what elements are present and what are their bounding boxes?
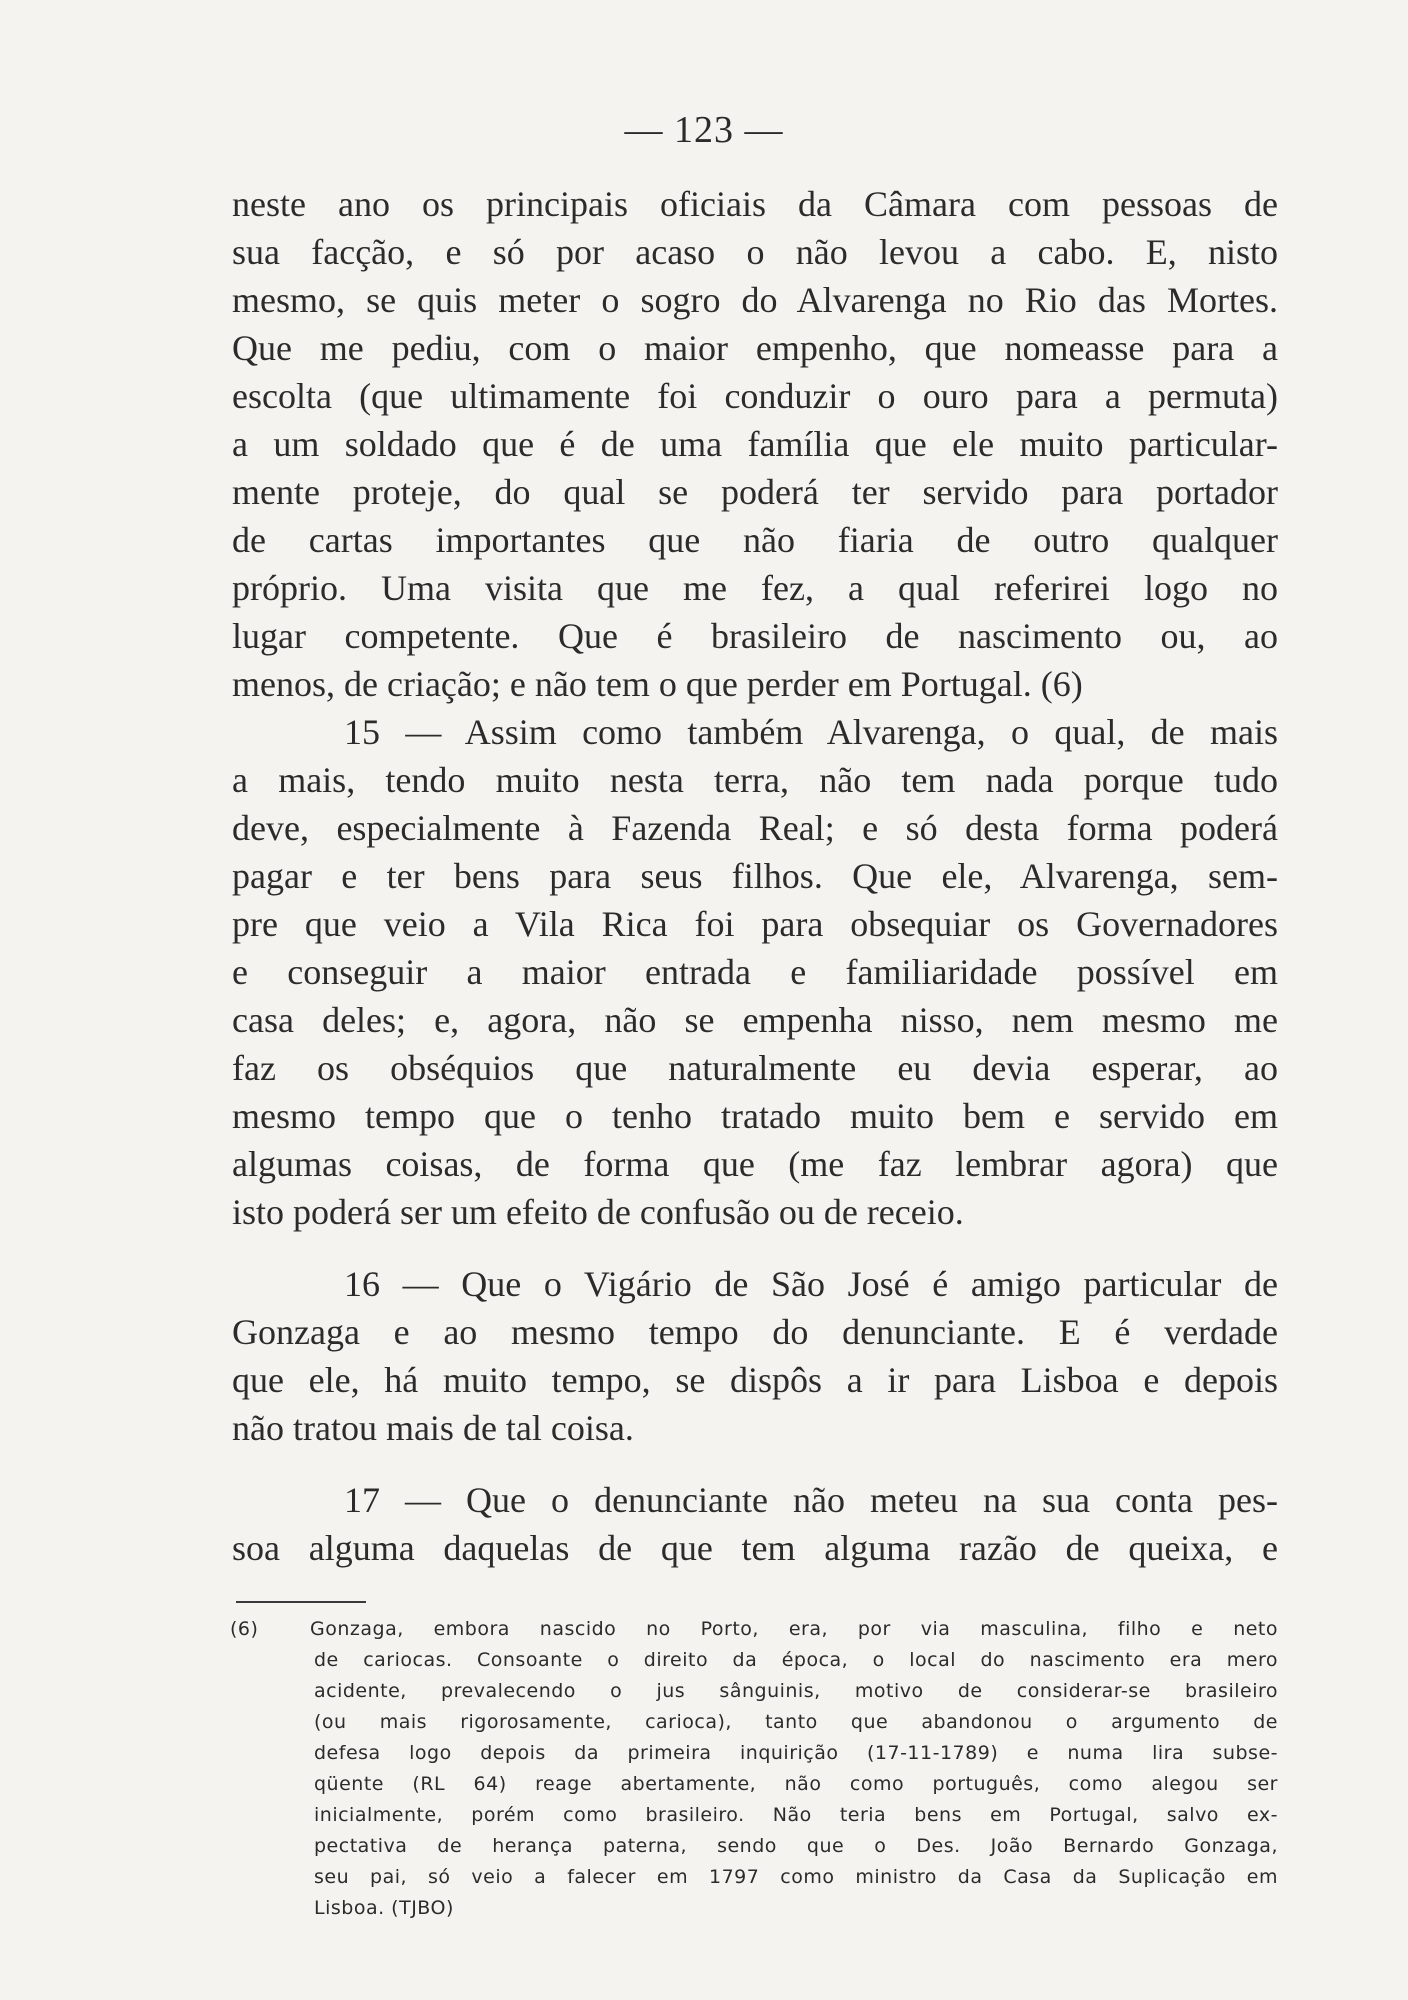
text-line: algumas coisas, de forma que (me faz lembrar agora) que xyxy=(232,1144,1278,1184)
text-line: pre que veio a Vila Rica foi para obsequiar os Governadores xyxy=(232,904,1278,944)
body-text xyxy=(232,180,1278,1572)
text-line: isto poderá ser um efeito de confusão ou de receio. xyxy=(232,1192,964,1232)
text-line: soa alguma daquelas de que tem alguma razão de queixa, e xyxy=(232,1528,1278,1568)
text-line: de cartas importantes que não fiaria de outro qualquer xyxy=(232,520,1278,560)
text-line: deve, especialmente à Fazenda Real; e só desta forma poderá xyxy=(232,808,1278,848)
footnote-line: qüente (RL 64) reage abertamente, não como português, como alegou ser xyxy=(314,1773,1278,1795)
text-line: casa deles; e, agora, não se empenha nisso, nem mesmo me xyxy=(232,1000,1278,1040)
paragraph-17-first-line: 17 — Que o denunciante não meteu na sua conta pes- xyxy=(344,1480,1278,1520)
text-line: mesmo tempo que o tenho tratado muito bem e servido em xyxy=(232,1096,1278,1136)
footnote xyxy=(232,1614,1278,1924)
text-line: faz os obséquios que naturalmente eu devia esperar, ao xyxy=(232,1048,1278,1088)
footnote-line: acidente, prevalecendo o jus sânguinis, motivo de considerar-se brasileiro xyxy=(314,1680,1278,1702)
text-line: escolta (que ultimamente foi conduzir o ouro para a permuta) xyxy=(232,376,1278,416)
text-line: a mais, tendo muito nesta terra, não tem nada porque tudo xyxy=(232,760,1278,800)
footnote-line: inicialmente, porém como brasileiro. Não teria bens em Portugal, salvo ex- xyxy=(314,1804,1278,1826)
text-line: a um soldado que é de uma família que ele muito particular- xyxy=(232,424,1278,464)
text-line: e conseguir a maior entrada e familiaridade possível em xyxy=(232,952,1278,992)
footnote-divider xyxy=(236,1601,366,1603)
footnote-line: Lisboa. (TJBO) xyxy=(314,1897,454,1919)
footnote-marker: (6) xyxy=(230,1618,259,1640)
footnote-line: de cariocas. Consoante o direito da época, o local do nascimento era mero xyxy=(314,1649,1278,1671)
text-line: que ele, há muito tempo, se dispôs a ir para Lisboa e depois xyxy=(232,1360,1278,1400)
text-line: pagar e ter bens para seus filhos. Que ele, Alvarenga, sem- xyxy=(232,856,1278,896)
footnote-line: pectativa de herança paterna, sendo que o Des. João Bernardo Gonzaga, xyxy=(314,1835,1278,1857)
text-line: mente proteje, do qual se poderá ter servido para portador xyxy=(232,472,1278,512)
text-line: mesmo, se quis meter o sogro do Alvarenga no Rio das Mortes. xyxy=(232,280,1278,320)
footnote-line: (ou mais rigorosamente, carioca), tanto que abandonou o argumento de xyxy=(314,1711,1278,1733)
footnote-text: Gonzaga, embora nascido no Porto, era, por via masculina, filho e neto xyxy=(310,1618,1278,1640)
text-line: neste ano os principais oficiais da Câmara com pessoas de xyxy=(232,184,1278,224)
text-line: Que me pediu, com o maior empenho, que nomeasse para a xyxy=(232,328,1278,368)
paragraph-16-first-line: 16 — Que o Vigário de São José é amigo particular de xyxy=(344,1264,1278,1304)
paragraph-15-first-line: 15 — Assim como também Alvarenga, o qual, de mais xyxy=(344,712,1278,752)
text-line: menos, de criação; e não tem o que perder em Portugal. (6) xyxy=(232,664,1083,704)
text-line: próprio. Uma visita que me fez, a qual referirei logo no xyxy=(232,568,1278,608)
text-line: sua facção, e só por acaso o não levou a cabo. E, nisto xyxy=(232,232,1278,272)
footnote-line: seu pai, só veio a falecer em 1797 como ministro da Casa da Suplicação em xyxy=(314,1866,1278,1888)
text-line: lugar competente. Que é brasileiro de nascimento ou, ao xyxy=(232,616,1278,656)
footnote-line xyxy=(230,1614,1278,1645)
page-number: — 123 — xyxy=(624,109,784,151)
text-line: não tratou mais de tal coisa. xyxy=(232,1408,634,1448)
footnote-line: defesa logo depois da primeira inquirição (17-11-1789) e numa lira subse- xyxy=(314,1742,1278,1764)
text-line: Gonzaga e ao mesmo tempo do denunciante. E é verdade xyxy=(232,1312,1278,1352)
